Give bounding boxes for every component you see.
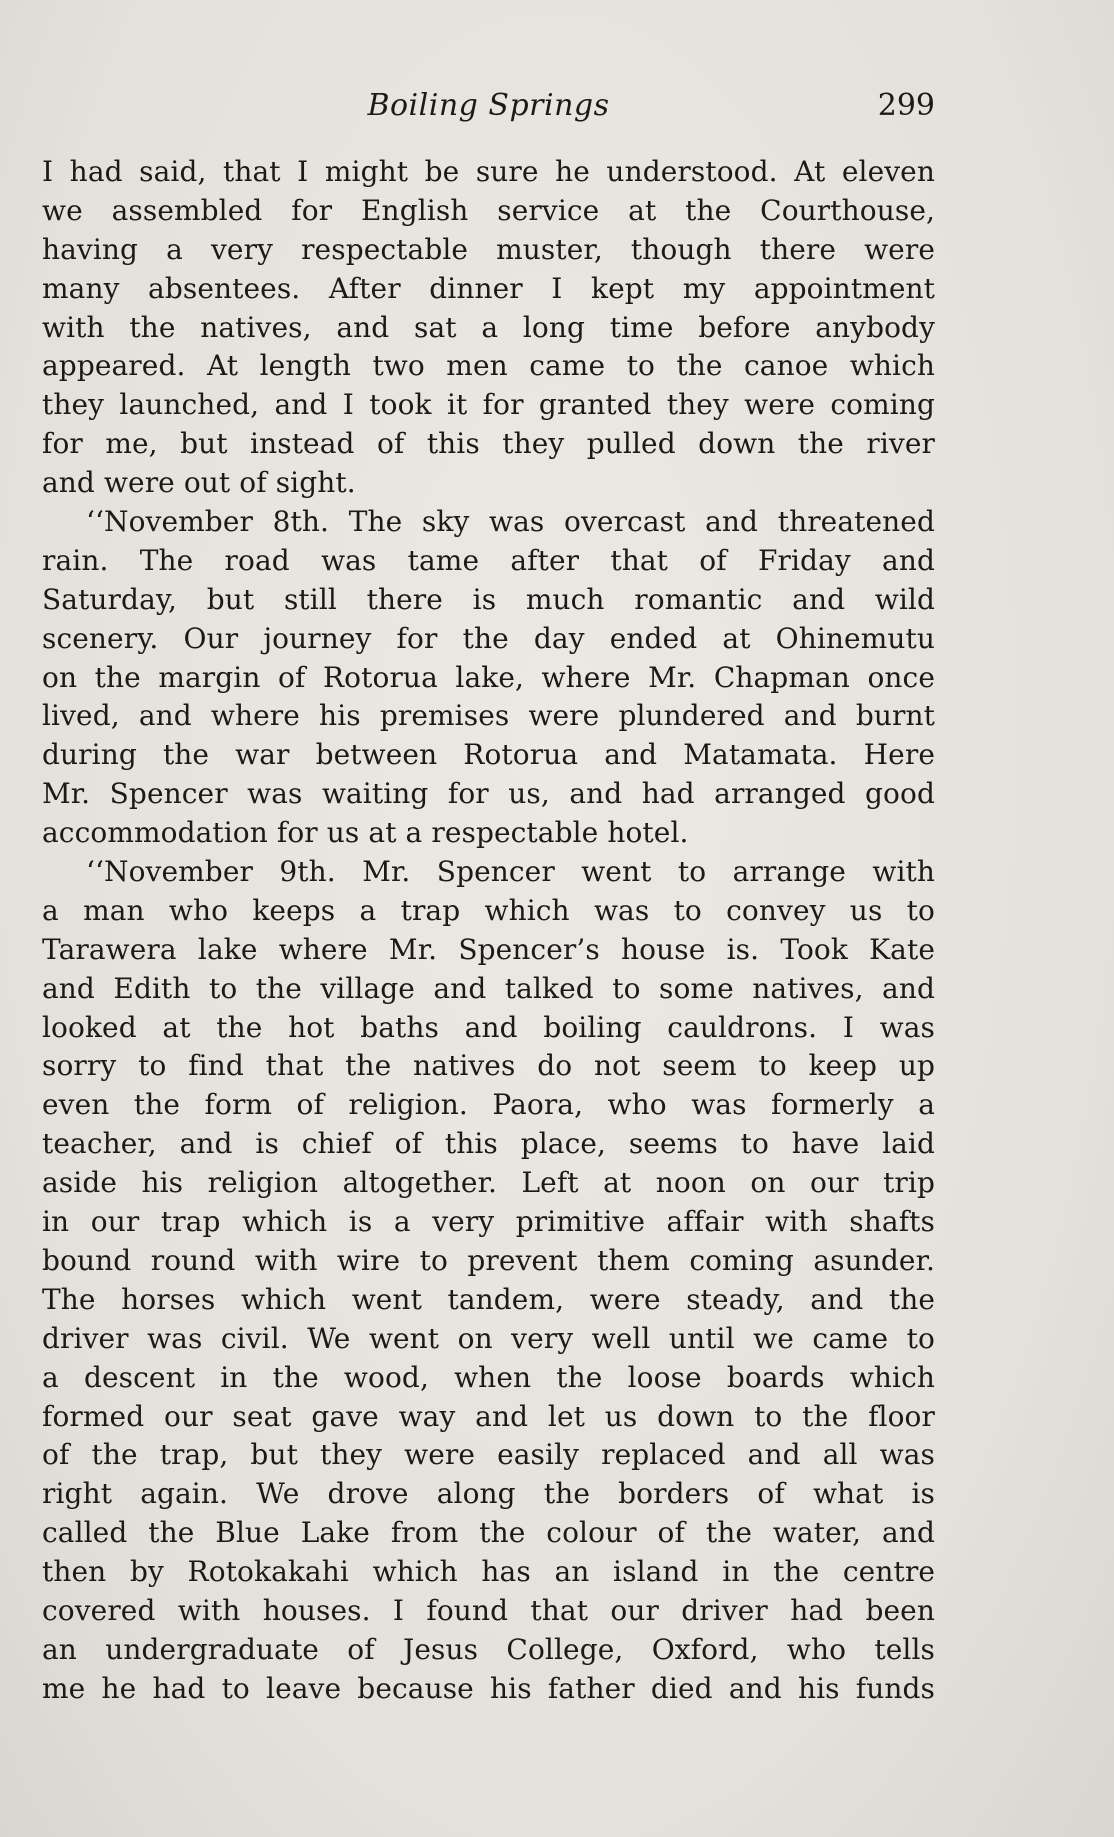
text-line: accommodation for us at a respectable hotel. <box>42 816 689 850</box>
text-line: ‘‘November 8th. The sky was overcast and threatened <box>86 505 935 539</box>
text-line: a man who keeps a trap which was to convey us to <box>42 893 935 927</box>
text-line: having a very respectable muster, though there were <box>42 232 935 266</box>
text-line: Tarawera lake where Mr. Spencer’s house is. Took Kate <box>42 932 935 966</box>
text-line: for me, but instead of this they pulled down the river <box>42 427 935 461</box>
page-number: 299 <box>877 88 935 123</box>
text-line: I had said, that I might be sure he understood. At eleven <box>42 155 935 188</box>
text-line: sorry to find that the natives do not seem to keep up <box>42 1049 935 1083</box>
text-line: in our trap which is a very primitive affair with shafts <box>42 1205 935 1239</box>
text-line: many absentees. After dinner I kept my appointment <box>42 271 935 305</box>
text-line: Mr. Spencer was waiting for us, and had arranged good <box>42 777 935 811</box>
text-line: and Edith to the village and talked to some natives, and <box>42 971 935 1005</box>
text-line: appeared. At length two men came to the canoe which <box>42 349 935 383</box>
text-line: ‘‘November 9th. Mr. Spencer went to arrange with <box>86 855 935 889</box>
body-text <box>42 153 935 1709</box>
running-title: Boiling Springs <box>367 88 610 123</box>
text-line: even the form of religion. Paora, who was formerly a <box>42 1088 935 1122</box>
text-line: bound round with wire to prevent them coming asunder. <box>42 1243 935 1277</box>
text-line: an undergraduate of Jesus College, Oxford, who tells <box>42 1632 935 1666</box>
text-line: lived, and where his premises were plundered and burnt <box>42 699 935 733</box>
text-line: driver was civil. We went on very well until we came to <box>42 1321 935 1355</box>
text-line: The horses which went tandem, were steady, and the <box>42 1282 935 1316</box>
text-line: Saturday, but still there is much romantic and wild <box>42 582 935 616</box>
text-line: right again. We drove along the borders of what is <box>42 1477 935 1511</box>
text-line: covered with houses. I found that our driver had been <box>42 1593 935 1627</box>
text-line: and were out of sight. <box>42 466 356 500</box>
text-line: then by Rotokakahi which has an island in the centre <box>42 1555 935 1589</box>
text-line: rain. The road was tame after that of Friday and <box>42 543 935 577</box>
text-line: during the war between Rotorua and Matamata. Here <box>42 738 935 772</box>
text-line: aside his religion altogether. Left at noon on our trip <box>42 1166 935 1200</box>
text-line: scenery. Our journey for the day ended at Ohinemutu <box>42 621 935 655</box>
text-line: they launched, and I took it for granted they were coming <box>42 388 935 422</box>
text-line: called the Blue Lake from the colour of the water, and <box>42 1516 935 1550</box>
text-line: of the trap, but they were easily replaced and all was <box>42 1438 935 1472</box>
text-line: on the margin of Rotorua lake, where Mr. Chapman once <box>42 660 935 694</box>
text-line: formed our seat gave way and let us down to the floor <box>42 1399 935 1433</box>
text-line: with the natives, and sat a long time before anybody <box>42 310 935 344</box>
running-header <box>42 88 935 132</box>
text-line: me he had to leave because his father died and his funds <box>42 1671 935 1705</box>
text-line: we assembled for English service at the Courthouse, <box>42 193 935 227</box>
text-line: a descent in the wood, when the loose boards which <box>42 1360 935 1394</box>
text-line: looked at the hot baths and boiling cauldrons. I was <box>42 1010 935 1044</box>
text-line: teacher, and is chief of this place, seems to have laid <box>42 1127 935 1161</box>
